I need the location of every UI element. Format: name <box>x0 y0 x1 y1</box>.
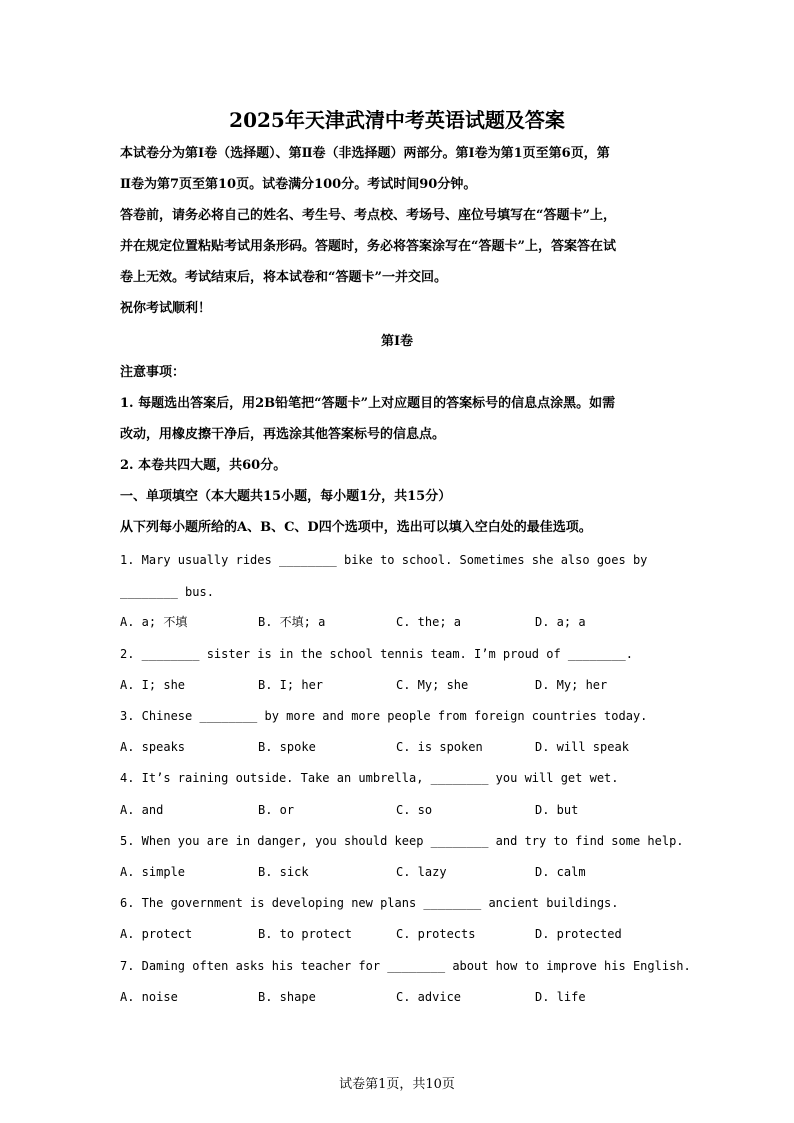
question-2-option-d: D. My; her <box>535 678 608 692</box>
intro-line-3: 答卷前，请务必将自己的姓名、考生号、考点校、考场号、座位号填写在“答题卡”上， <box>120 208 616 223</box>
notes-heading: 注意事项： <box>120 365 186 380</box>
question-3-option-d: D. will speak <box>535 740 629 754</box>
question-1-line-2: ________ bus. <box>120 585 214 599</box>
page-footer: 试卷第1页，共10页 <box>339 1077 455 1092</box>
question-2-line-1: 2. ________ sister is in the school tennis team. I’m proud of ________. <box>120 647 633 661</box>
question-3-option-a: A. speaks <box>120 740 186 754</box>
question-5-option-c: C. lazy <box>396 865 447 879</box>
question-4-option-a: A. and <box>120 803 164 817</box>
question-6-option-c: C. protects <box>396 927 476 941</box>
question-6-option-b: B. to protect <box>258 927 352 941</box>
note-line-1: 1. 每题选出答案后，用2B铅笔把“答题卡”上对应题目的答案标号的信息点涂黑。如需 <box>120 396 616 411</box>
question-4-option-d: D. but <box>535 803 579 817</box>
question-1-option-b: B. 不填; a <box>258 615 326 629</box>
question-2-option-a: A. I; she <box>120 678 186 692</box>
intro-line-1: 本试卷分为第Ⅰ卷（选择题）、第Ⅱ卷（非选择题）两部分。第Ⅰ卷为第1页至第6页，第 <box>120 146 610 161</box>
question-7-option-c: C. advice <box>396 990 462 1004</box>
part-instruction: 从下列每小题所给的A、B、C、D四个选项中，选出可以填入空白处的最佳选项。 <box>120 520 592 535</box>
question-1-line-1: 1. Mary usually rides ________ bike to school. Sometimes she also goes by <box>120 553 648 567</box>
question-5-option-d: D. calm <box>535 865 586 879</box>
note-line-3: 2. 本卷共四大题，共60分。 <box>120 458 287 473</box>
question-4-option-c: C. so <box>396 803 433 817</box>
part-heading: 一、单项填空（本大题共15小题，每小题1分，共15分） <box>120 489 452 504</box>
question-1-option-a: A. a; 不填 <box>120 615 188 629</box>
question-7-option-d: D. life <box>535 990 586 1004</box>
question-1-option-c: C. the; a <box>396 615 462 629</box>
question-3-option-c: C. is spoken <box>396 740 483 754</box>
intro-line-6: 祝你考试顺利！ <box>120 301 212 316</box>
question-1-option-d: D. a; a <box>535 615 586 629</box>
question-5-option-a: A. simple <box>120 865 186 879</box>
note-line-2: 改动，用橡皮擦干净后，再选涂其他答案标号的信息点。 <box>120 427 446 442</box>
intro-line-5: 卷上无效。考试结束后，将本试卷和“答题卡”一并交回。 <box>120 270 447 285</box>
question-4-option-b: B. or <box>258 803 295 817</box>
intro-line-2: Ⅱ卷为第7页至第10页。试卷满分100分。考试时间90分钟。 <box>120 177 477 192</box>
question-2-option-b: B. I; her <box>258 678 324 692</box>
question-7-option-a: A. noise <box>120 990 178 1004</box>
page-title: 2025年天津武清中考英语试题及答案 <box>229 108 565 132</box>
section-title: 第Ⅰ卷 <box>380 334 414 349</box>
question-6-option-a: A. protect <box>120 927 193 941</box>
question-7-option-b: B. shape <box>258 990 316 1004</box>
question-4-line-1: 4. It’s raining outside. Take an umbrella, ________ you will get wet. <box>120 771 619 785</box>
question-6-option-d: D. protected <box>535 927 622 941</box>
question-3-option-b: B. spoke <box>258 740 316 754</box>
question-2-option-c: C. My; she <box>396 678 469 692</box>
intro-line-4: 并在规定位置粘贴考试用条形码。答题时，务必将答案涂写在“答题卡”上，答案答在试 <box>120 239 616 254</box>
question-5-option-b: B. sick <box>258 865 309 879</box>
question-7-line-1: 7. Daming often asks his teacher for ________ about how to improve his English. <box>120 959 691 973</box>
question-6-line-1: 6. The government is developing new plans ________ ancient buildings. <box>120 896 619 910</box>
question-3-line-1: 3. Chinese ________ by more and more people from foreign countries today. <box>120 709 648 723</box>
question-5-line-1: 5. When you are in danger, you should keep ________ and try to find some help. <box>120 834 684 848</box>
